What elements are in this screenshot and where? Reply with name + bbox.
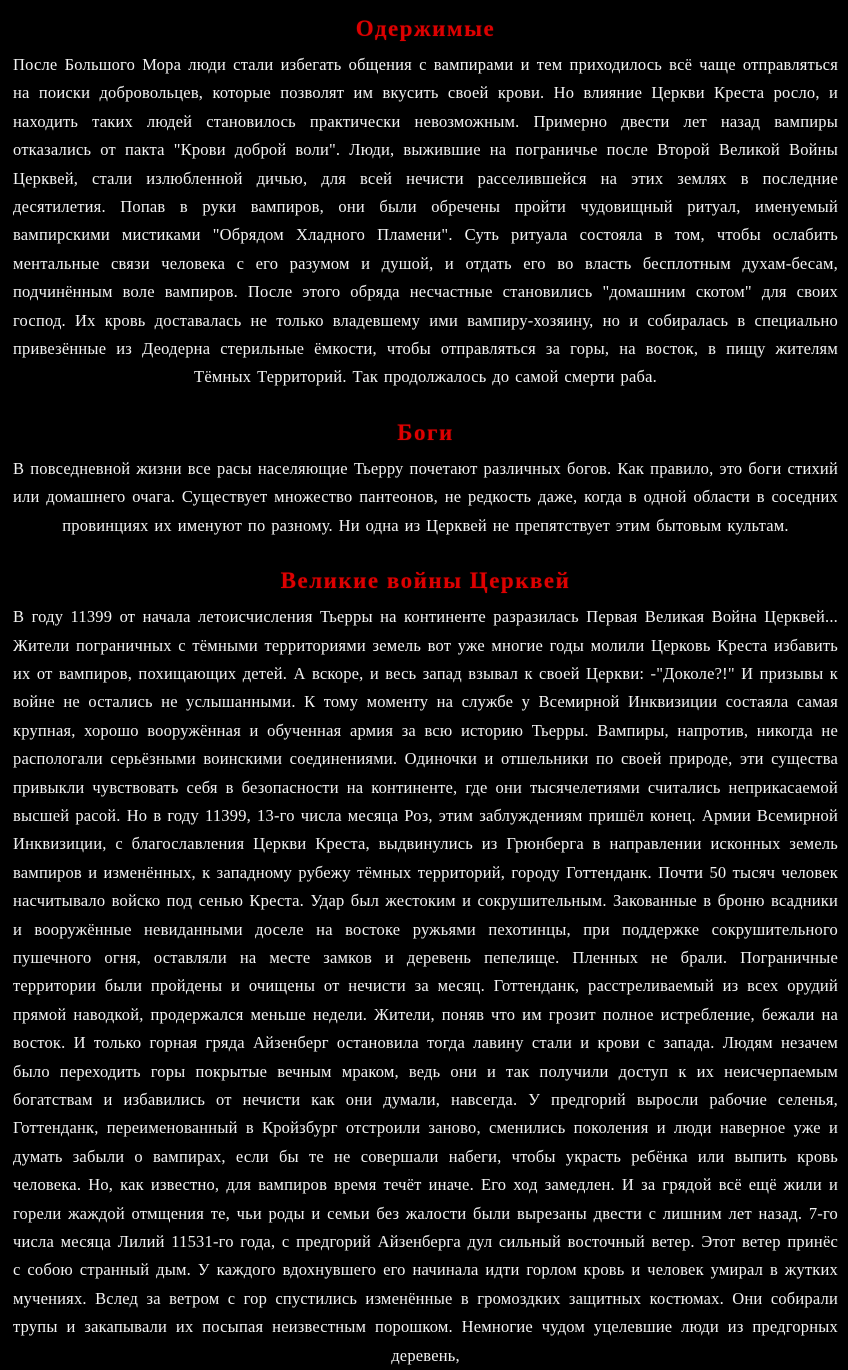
section-possessed <box>13 14 838 392</box>
section-heading: Боги <box>397 419 454 445</box>
section-body-text: В повседневной жизни все расы населяющие Тьерру почетают различных богов. Как правило, это боги стихий или домашнего очага. Существует множество пантеонов, не редкость даже, когда в одной области в соседних провинциях их именуют по разному. Ни одна из Церквей не препятствует этим бытовым культам. <box>13 458 838 535</box>
section-great-church-wars <box>13 566 838 1370</box>
section-gods <box>13 418 838 540</box>
section-body-text: В году 11399 от начала летоисчисления Тьерры на континенте разразилась Первая Великая Война Церквей... Жители пограничных с тёмными территориями земель вот уже многие годы молили Церковь Креста избавить их от вампиров, похищающих детей. А вскоре, и весь запад взывал к своей Церкви: -"Доколе?!" И призывы к войне не остались не услышанными. К тому моменту на службе у Всемирной Инквизиции состаяла самая крупная, хорошо вооружённая и обученная армия за всю историю Тьерры. Вампиры, напротив, никогда не распологали серьёзными воинскими соединениями. Одиночки и отшельники по своей природе, эти существа привыкли чувствовать себя в безопасности на континенте, где они тысячелетиями считались неприкасаемой высшей расой. Но в году 11399, 13-го числа месяца Роз, этим заблуждениям пришёл конец. Армии Всемирной Инквизиции, с благославления Церкви Креста, выдвинулись из Грюнберга в направлении исконных земель вампиров и изменённых, к западному рубежу тёмных территорий, городу Готтенданк. Почти 50 тысяч человек насчитывало войско под сенью Креста. Удар был жестоким и сокрушительным. Закованные в броню всадники и вооружённые невиданными доселе на востоке ружьями пехотинцы, при поддержке сокрушительного пушечного огня, оставляли на месте замков и деревень пепелище. Пленных не брали. Пограничные территории были пройдены и очищены от нечисти за месяц. Готтенданк, расстреливаемый из всех орудий прямой наводкой, продержался меньше недели. Жители, поняв что им грозит полное истребление, бежали на восток. И только горная гряда Айзенберг остановила тогда лавину стали и крови с запада. Людям незачем было переходить горы покрытые вечным мраком, ведь они и так получили доступ к их неисчерпаемым богатствам и избавились от нечисти как они думали, навсегда. У предгорий выросли рабочие селенья, Готтенданк, переименованный в Кройзбург отстроили заново, сменились поколения и люди наверное уже и думать забыли о вампирах, если бы те не совершали набеги, чтобы украсть ребёнка или выпить кровь человека. Но, как известно, для вампиров время течёт иначе. Его ход замедлен. И за грядой всё ещё жили и горели жаждой отмщения те, чьи роды и семьи без жалости были вырезаны двести с лишним лет назад. 7-го числа месяца Лилий 11531-го года, с предгорий Айзенберга дул сильный восточный ветер. Этот ветер принёс с собою странный дым. У каждого вдохнувшего его начинала идти горлом кровь и человек умирал в жутких мучениях. Вслед за ветром с гор спустились изменённые в громоздких защитных костюмах. Они собирали трупы и закапывали их посыпая неизвестным порошком. Немногие чудом уцелевшие люди из предгорных деревень, <box>13 607 838 1365</box>
section-body-text: После Большого Мора люди стали избегать общения с вампирами и тем приходилось всё чаще отправляться на поиски добровольцев, которые позволят им вкусить своей крови. Но влияние Церкви Креста росло, и находить таких людей становилось практически невозможным. Примерно двести лет назад вампиры отказались от пакта "Крови доброй воли". Люди, выжившие на пограничье после Второй Великой Войны Церквей, стали излюбленной дичью, для всей нечисти расселившейся на этих землях в последние десятилетия. Попав в руки вампиров, они были обречены пройти чудовищный ритуал, именуемый вампирскими мистиками "Обрядом Хладного Пламени". Суть ритуала состояла в том, чтобы ослабить ментальные связи человека с его разумом и душой, и отдать его во власть бесплотным духам-бесам, подчинённым воле вампиров. После этого обряда несчастные становились "домашним скотом" для своих господ. Их кровь доставалась не только владевшему ими вампиру-хозяину, но и собиралась в специально привезённые из Деодерна стерильные ёмкости, чтобы отправляться за горы, на восток, в пищу жителям Тёмных Территорий. Так продолжалось до самой смерти раба. <box>13 55 838 387</box>
section-heading: Великие войны Церквей <box>280 568 571 594</box>
section-heading: Одержимые <box>355 16 496 41</box>
